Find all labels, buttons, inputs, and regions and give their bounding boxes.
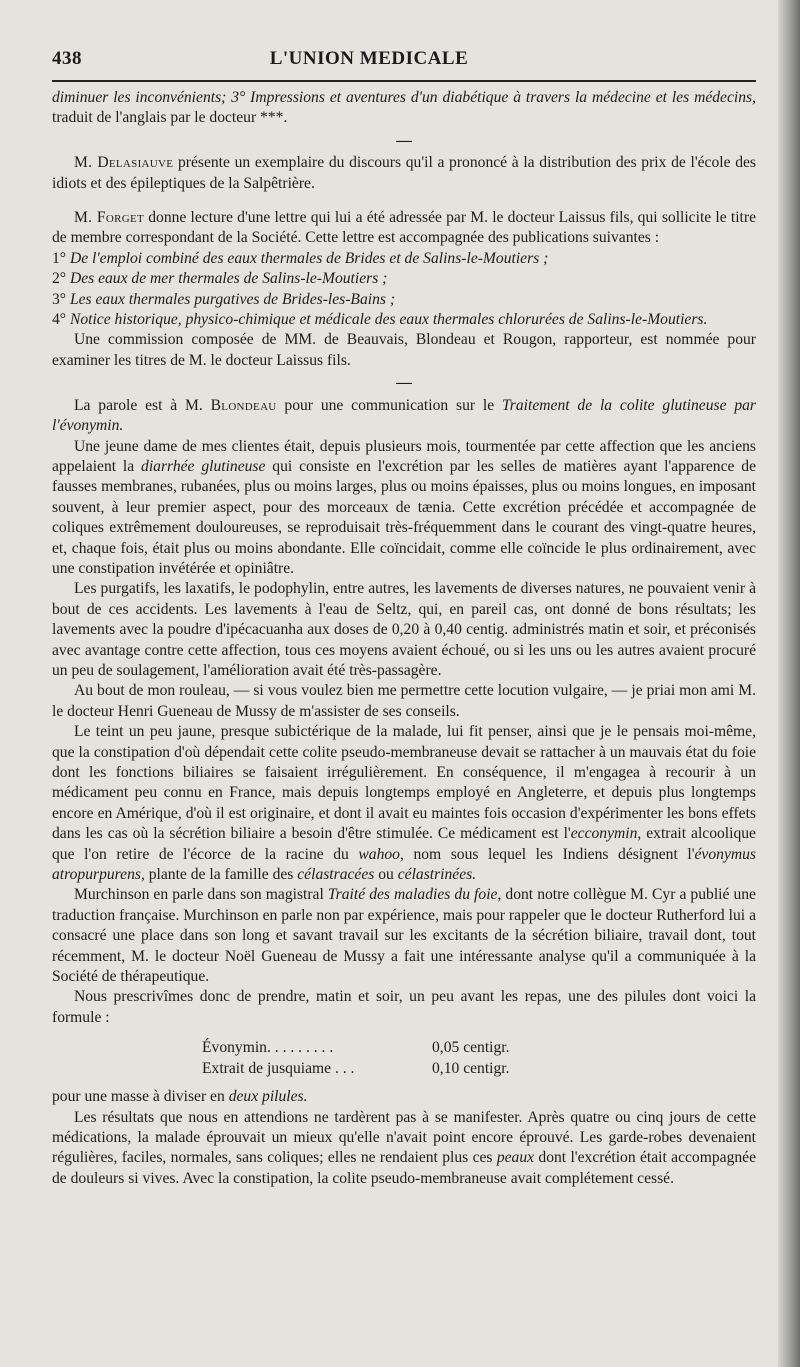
- italic-text: diminuer les inconvénients; 3° Impressions et aventures d'un diabétique à travers la médecine et les médecins,: [52, 89, 756, 106]
- text: Une jeune dame de mes clientes était, depuis plusieurs mois, tourmentée par cette affection que les anciens appelaient la: [52, 437, 756, 475]
- text: , nom sous lequel les Indiens désignent l': [399, 845, 695, 863]
- text: donne lecture d'une lettre qui lui a été adressée par M. le docteur Laissus fils, qui sollicite le titre de membre correspondant de la Société. Cette lettre est accompagnée des publications suivantes :: [52, 209, 756, 247]
- paragraph: [52, 885, 756, 987]
- formula-dose: 0,05 centigr.: [432, 1039, 510, 1057]
- list-item: [52, 249, 756, 269]
- paragraph: [52, 208, 756, 249]
- text: pour une masse à diviser en: [52, 1088, 229, 1106]
- item-title: De l'emploi combiné des eaux thermales de Brides et de Salins-le-Moutiers ;: [69, 249, 549, 267]
- paragraph: Une commission composée de MM. de Beauvais, Blondeau et Rougon, rapporteur, est nommée pour examiner les titres de M. le docteur Laissus fils.: [52, 331, 756, 369]
- paragraph: [52, 722, 756, 885]
- text: ou: [374, 866, 398, 884]
- speaker-name: M. Delasiauve: [74, 154, 174, 172]
- formula-ingredient: Extrait de jusquiame . . .: [202, 1059, 355, 1077]
- publication-list: [52, 249, 756, 331]
- paragraph: Les purgatifs, les laxatifs, le podophylin, entre autres, les lavements de diverses natures, ne pouvaient venir à bout de ces accidents. Les lavements à l'eau de Seltz, qui, en pareil cas, ont donné de bons résultats; les lavements avec la poudre d'ipécacuanha aux doses de 0,20 à 0,40 centig. administrés matin et soir, et préconisés avec avantage contre cette affection, tous ces moyens avaient échoué, ou si les uns ou les autres avaient procuré un peu de soulagement, l'amélioration avait été très-passagère.: [52, 580, 756, 679]
- header-rule: [52, 80, 756, 82]
- paragraph: [52, 1087, 756, 1107]
- text: Murchinson en parle dans son magistral: [74, 886, 328, 904]
- paragraph: [52, 153, 756, 194]
- italic-text: Traitement de la colite glutineuse par l'évonymin.: [52, 396, 756, 435]
- paragraph: Nous prescrivîmes donc de prendre, matin et soir, un peu avant les repas, une des pilules dont voici la formule :: [52, 988, 756, 1026]
- paragraph: [52, 88, 756, 129]
- text: présente un exemplaire du discours qu'il a prononcé à la distribution des prix de l'école des idiots et des épileptiques de la Salpêtrière.: [52, 154, 756, 192]
- text: , extrait alcoolique que l'on retire de l'écorce de la racine du: [52, 825, 756, 863]
- item-number: 1°: [52, 249, 70, 267]
- article-body: [52, 88, 756, 1189]
- item-number: 2°: [52, 270, 70, 288]
- text: qui consiste en l'excrétion par les selles de matières ayant l'apparence de fausses membranes, rubanées, plus ou moins larges, plus ou moins épaisses, plus ou moins longues, en imposant souvent, à leur premier aspect, pour des morceaux de tænia. Cette excrétion précédée et accompagnée de coliques extrêmement douloureuses, se reproduisait très-fréquemment dans le courant des vingt-quatre heures, et, chaque fois, était plus ou moins abondante. Elle coïncidait, comme elle coïncide le plus ordinairement, avec une constipation invétérée et opiniâtre.: [52, 457, 756, 577]
- text: , plante de la famille des: [140, 866, 298, 884]
- italic-text: célastracées: [297, 866, 375, 884]
- text: , dont notre collègue M. Cyr a publié une traduction française. Murchinson en parle non par expérience, mais pour rappeler que le docteur Rutherford lui a consacré une place dans son long et savant travail sur les excitants de la sécrétion biliaire, travail dont, tout récemment, M. le docteur Noël Gueneau de Mussy a fait une intéressante analyse qu'il a communiquée à la Société de thérapeutique.: [52, 886, 756, 986]
- item-number: 4°: [52, 311, 70, 329]
- paragraph: [52, 396, 756, 437]
- page-number: 438: [52, 48, 82, 69]
- list-item: [52, 310, 756, 330]
- formula-ingredient: Évonymin. . . . . . . . .: [202, 1039, 334, 1057]
- item-title: Les eaux thermales purgatives de Brides-les-Bains ;: [69, 290, 396, 308]
- italic-text: diarrhée glutineuse: [141, 457, 266, 475]
- italic-text: célastrinées.: [397, 866, 477, 884]
- italic-text: deux pilules.: [228, 1088, 308, 1106]
- paragraph: Au bout de mon rouleau, — si vous voulez bien me permettre cette locution vulgaire, — je priai mon ami M. le docteur Henri Gueneau de Mussy de m'assister de ses conseils.: [52, 682, 756, 720]
- item-title: Des eaux de mer thermales de Salins-le-Moutiers ;: [69, 270, 388, 288]
- text: La parole est à M.: [74, 396, 211, 414]
- page-edge: [778, 0, 800, 1367]
- italic-text: évonymus atropurpurens: [52, 845, 756, 884]
- italic-text: Traité des maladies du foie: [327, 886, 498, 904]
- text: Le teint un peu jaune, presque subictérique de la malade, lui fit penser, ainsi que je le pensais moi-même, que la constipation d'où dépendait cette colite pseudo-membraneuse devait se rattacher à un mauvais état du foie dont les fonctions biliaires se faisaient irrégulièrement. En conséquence, il m'engagea à recourir à un médicament peu connu en France, mais depuis longtemps employé en Angleterre, et depuis plus longtemps encore en Amérique, d'où il est originaire, et dont il avait eu maintes fois occasion d'expérimenter les bons effets dans les cas où la sécrétion biliaire a besoin d'être stimulée. Ce médicament est l': [52, 723, 756, 843]
- speaker-name: Blondeau: [210, 396, 277, 414]
- list-item: [52, 269, 756, 289]
- formula: [202, 1038, 756, 1079]
- paragraph: [52, 437, 756, 580]
- text: traduit de l'anglais par le docteur ***.: [52, 109, 288, 127]
- separator-dash: —: [396, 131, 412, 149]
- formula-row: [202, 1038, 756, 1058]
- italic-text: peaux: [496, 1149, 535, 1167]
- italic-text: ecconymin: [570, 825, 638, 843]
- paragraph: [52, 1108, 756, 1190]
- formula-dose: 0,10 centigr.: [432, 1059, 510, 1077]
- text: Les résultats que nous en attendions ne tardèrent pas à se manifester. Après quatre ou cinq jours de cette médications, la malade éprouvait un mieux qu'elle n'avait point encore éprouvé. Les garde-robes devenaient régulières, faciles, normales, sans coliques; elles ne rendaient plus ces: [52, 1108, 756, 1167]
- item-title: Notice historique, physico-chimique et médicale des eaux thermales chlorurées de Salins-le-Moutiers.: [69, 311, 708, 329]
- text: pour une communication sur le: [276, 396, 502, 414]
- list-item: [52, 290, 756, 310]
- running-header: [52, 48, 766, 70]
- separator-dash: —: [396, 374, 412, 392]
- item-number: 3°: [52, 290, 70, 308]
- formula-row: [202, 1059, 756, 1079]
- text: dont l'excrétion était accompagnée de douleurs si vives. Avec la constipation, la colite pseudo-membraneuse avait complétement cessé.: [52, 1149, 756, 1187]
- italic-text: wahoo: [358, 845, 400, 863]
- speaker-name: M. Forget: [74, 209, 145, 227]
- journal-title: L'UNION MEDICALE: [269, 48, 469, 69]
